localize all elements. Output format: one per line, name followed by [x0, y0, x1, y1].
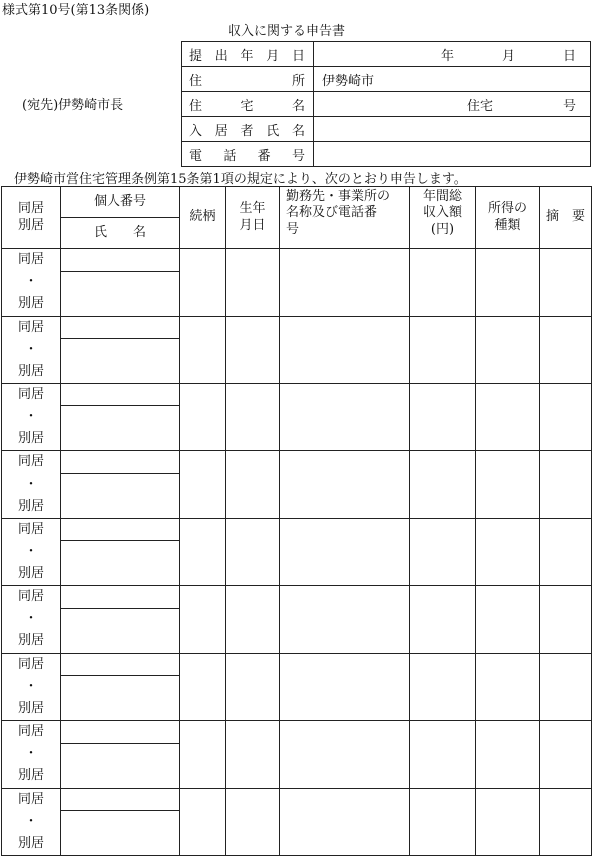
remarks-field[interactable] — [540, 653, 592, 720]
name-field[interactable] — [61, 810, 180, 855]
birthdate-field[interactable] — [226, 249, 280, 316]
annual-income-field[interactable] — [410, 788, 476, 856]
cohabit-select[interactable]: 同居 ・ 別居 — [2, 451, 61, 518]
relation-field[interactable] — [180, 383, 226, 450]
header-annual-income: 年間総 収入額 (円) — [410, 187, 476, 249]
header-personal-number: 個人番号 — [61, 187, 180, 218]
cohabit-select[interactable]: 同居 ・ 別居 — [2, 586, 61, 653]
form-number: 様式第10号(第13条関係) — [2, 3, 150, 18]
submission-date-label: 提 出 年 月 日 — [182, 42, 314, 67]
header-remarks: 摘 要 — [540, 187, 592, 249]
submission-date-field[interactable]: 年 月 日 — [314, 42, 591, 67]
personal-number-field[interactable] — [61, 721, 180, 743]
birthdate-field[interactable] — [226, 518, 280, 585]
cohabit-select[interactable]: 同居 ・ 別居 — [2, 721, 61, 788]
remarks-field[interactable] — [540, 249, 592, 316]
applicant-info-table — [181, 41, 591, 167]
table-row — [2, 316, 592, 338]
name-field[interactable] — [61, 271, 180, 316]
income-type-field[interactable] — [476, 586, 540, 653]
workplace-field[interactable] — [280, 788, 410, 856]
birthdate-field[interactable] — [226, 383, 280, 450]
workplace-field[interactable] — [280, 518, 410, 585]
income-type-field[interactable] — [476, 316, 540, 383]
relation-field[interactable] — [180, 653, 226, 720]
relation-field[interactable] — [180, 451, 226, 518]
remarks-field[interactable] — [540, 518, 592, 585]
address-field[interactable] — [314, 67, 591, 92]
personal-number-field[interactable] — [61, 316, 180, 338]
relation-field[interactable] — [180, 788, 226, 856]
name-field[interactable] — [61, 406, 180, 451]
annual-income-field[interactable] — [410, 586, 476, 653]
phone-label: 電 話 番 号 — [182, 142, 314, 167]
birthdate-field[interactable] — [226, 721, 280, 788]
income-type-field[interactable] — [476, 518, 540, 585]
table-row — [2, 249, 592, 271]
housing-label: 住 宅 名 — [182, 92, 314, 117]
name-field[interactable] — [61, 541, 180, 586]
income-type-field[interactable] — [476, 451, 540, 518]
workplace-field[interactable] — [280, 383, 410, 450]
cohabit-select[interactable]: 同居 ・ 別居 — [2, 653, 61, 720]
relation-field[interactable] — [180, 249, 226, 316]
personal-number-field[interactable] — [61, 383, 180, 405]
income-type-field[interactable] — [476, 249, 540, 316]
birthdate-field[interactable] — [226, 653, 280, 720]
header-income-type: 所得の 種類 — [476, 187, 540, 249]
name-field[interactable] — [61, 473, 180, 518]
declaration-statement: 伊勢崎市営住宅管理条例第15条第1項の規定により、次のとおり申告します。 — [14, 172, 467, 187]
remarks-field[interactable] — [540, 586, 592, 653]
header-name: 氏 名 — [61, 218, 180, 249]
remarks-field[interactable] — [540, 788, 592, 856]
annual-income-field[interactable] — [410, 249, 476, 316]
workplace-field[interactable] — [280, 653, 410, 720]
income-type-field[interactable] — [476, 721, 540, 788]
header-cohabit: 同居 別居 — [2, 187, 61, 249]
relation-field[interactable] — [180, 721, 226, 788]
personal-number-field[interactable] — [61, 451, 180, 473]
workplace-field[interactable] — [280, 249, 410, 316]
workplace-field[interactable] — [280, 586, 410, 653]
name-field[interactable] — [61, 608, 180, 653]
housing-field[interactable]: 住宅 号 — [314, 92, 591, 117]
household-income-table — [1, 186, 592, 856]
personal-number-field[interactable] — [61, 518, 180, 540]
annual-income-field[interactable] — [410, 316, 476, 383]
table-row — [2, 451, 592, 473]
address-value: 伊勢崎市 — [322, 73, 375, 89]
header-relation: 続柄 — [180, 187, 226, 249]
annual-income-field[interactable] — [410, 451, 476, 518]
address-label: 住 所 — [182, 67, 314, 92]
relation-field[interactable] — [180, 586, 226, 653]
table-row — [2, 383, 592, 405]
birthdate-field[interactable] — [226, 316, 280, 383]
table-row — [2, 721, 592, 743]
occupant-name-label: 入 居 者 氏 名 — [182, 117, 314, 142]
cohabit-select[interactable]: 同居 ・ 別居 — [2, 383, 61, 450]
annual-income-field[interactable] — [410, 721, 476, 788]
annual-income-field[interactable] — [410, 383, 476, 450]
table-row — [2, 518, 592, 540]
cohabit-select[interactable]: 同居 ・ 別居 — [2, 249, 61, 316]
annual-income-field[interactable] — [410, 653, 476, 720]
income-type-field[interactable] — [476, 383, 540, 450]
remarks-field[interactable] — [540, 383, 592, 450]
table-row — [2, 653, 592, 675]
birthdate-field[interactable] — [226, 788, 280, 856]
income-type-field[interactable] — [476, 653, 540, 720]
cohabit-select[interactable]: 同居 ・ 別居 — [2, 316, 61, 383]
birthdate-field[interactable] — [226, 586, 280, 653]
document-title: 収入に関する申告書 — [228, 24, 346, 39]
workplace-field[interactable] — [280, 316, 410, 383]
workplace-field[interactable] — [280, 451, 410, 518]
personal-number-field[interactable] — [61, 788, 180, 810]
name-field[interactable] — [61, 676, 180, 721]
table-row — [2, 586, 592, 608]
cohabit-select[interactable]: 同居 ・ 別居 — [2, 788, 61, 856]
phone-field[interactable] — [314, 142, 591, 167]
remarks-field[interactable] — [540, 721, 592, 788]
income-type-field[interactable] — [476, 788, 540, 856]
occupant-name-field[interactable] — [314, 117, 591, 142]
personal-number-field[interactable] — [61, 249, 180, 271]
personal-number-field[interactable] — [61, 653, 180, 675]
name-field[interactable] — [61, 339, 180, 384]
remarks-field[interactable] — [540, 451, 592, 518]
annual-income-field[interactable] — [410, 518, 476, 585]
personal-number-field[interactable] — [61, 586, 180, 608]
birthdate-field[interactable] — [226, 451, 280, 518]
cohabit-select[interactable]: 同居 ・ 別居 — [2, 518, 61, 585]
relation-field[interactable] — [180, 518, 226, 585]
addressee: (宛先)伊勢崎市長 — [22, 98, 124, 113]
workplace-field[interactable] — [280, 721, 410, 788]
table-row — [2, 788, 592, 810]
header-birthdate: 生年 月日 — [226, 187, 280, 249]
relation-field[interactable] — [180, 316, 226, 383]
header-workplace: 勤務先・事業所の 名称及び電話番 号 — [280, 187, 410, 249]
name-field[interactable] — [61, 743, 180, 788]
remarks-field[interactable] — [540, 316, 592, 383]
